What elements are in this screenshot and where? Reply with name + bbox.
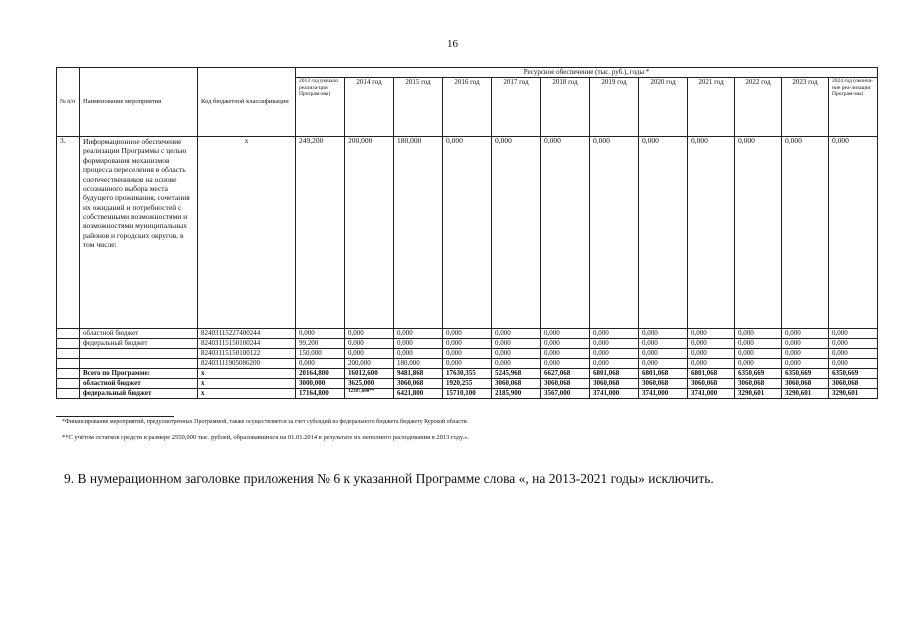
main-value: 0,000 xyxy=(735,137,782,329)
total-value: 3625,000 xyxy=(345,379,394,389)
total-value: 6350,669 xyxy=(735,369,782,379)
year-header: 2022 год xyxy=(735,78,782,137)
sub-value: 0,000 xyxy=(394,339,443,349)
sub-code: 82403115150100122 xyxy=(198,349,296,359)
total-value: 3060,068 xyxy=(829,379,878,389)
sub-value: 0,000 xyxy=(590,339,639,349)
year-header: 2018 год xyxy=(541,78,590,137)
main-num: 3. xyxy=(57,137,80,329)
sub-label xyxy=(80,349,198,359)
total-value: 3060,068 xyxy=(782,379,829,389)
total-label: областной бюджет xyxy=(80,379,198,389)
total-value: 3060,068 xyxy=(394,379,443,389)
sub-value: 0,000 xyxy=(296,359,345,369)
sub-value: 0,000 xyxy=(443,359,492,369)
sub-value: 0,000 xyxy=(492,329,541,339)
main-value: 180,000 xyxy=(394,137,443,329)
total-value: 6421,800 xyxy=(394,389,443,399)
year-header: 2015 год xyxy=(394,78,443,137)
sub-row xyxy=(57,349,878,359)
total-value: 6350,669 xyxy=(782,369,829,379)
sub-value: 0,000 xyxy=(541,339,590,349)
total-num xyxy=(57,389,80,399)
sub-value: 0,000 xyxy=(590,329,639,339)
total-value: 3060,068 xyxy=(541,379,590,389)
header-num: № п/п xyxy=(57,68,80,137)
total-value: 6801,068 xyxy=(688,369,735,379)
sub-code: 82403115227400244 xyxy=(198,329,296,339)
main-value: 0,000 xyxy=(492,137,541,329)
total-value: 3060,068 xyxy=(492,379,541,389)
amendment-paragraph: 9. В нумерационном заголовке приложения № 6 к указанной Программе слова «, на 2013-2021 годы» исключить. xyxy=(64,471,714,486)
total-value: 3060,068 xyxy=(590,379,639,389)
sub-value: 0,000 xyxy=(492,339,541,349)
total-value: 17164,800 xyxy=(296,389,345,399)
sub-value: 0,000 xyxy=(541,349,590,359)
year-header: 2013 год (начало реализа-ции Програм-мы) xyxy=(296,78,345,137)
sub-value: 0,000 xyxy=(492,349,541,359)
sub-value: 0,000 xyxy=(829,339,878,349)
header-row xyxy=(57,68,878,78)
year-header: 2017 год xyxy=(492,78,541,137)
sub-value: 0,000 xyxy=(735,339,782,349)
sub-value: 0,000 xyxy=(443,349,492,359)
main-value: 0,000 xyxy=(590,137,639,329)
total-code: х xyxy=(198,389,296,399)
total-row xyxy=(57,369,878,379)
total-row xyxy=(57,379,878,389)
sub-label xyxy=(80,359,198,369)
budget-table xyxy=(56,67,878,399)
sub-value: 0,000 xyxy=(688,329,735,339)
sub-value: 0,000 xyxy=(639,339,688,349)
sub-label: областной бюджет xyxy=(80,329,198,339)
total-value: 3060,068 xyxy=(639,379,688,389)
total-value: 12387,600** xyxy=(345,389,394,399)
year-header: 2023 год xyxy=(782,78,829,137)
sub-value: 0,000 xyxy=(443,339,492,349)
year-header: 2019 год xyxy=(590,78,639,137)
sub-value: 0,000 xyxy=(541,329,590,339)
sub-code: 82403115150100244 xyxy=(198,339,296,349)
footnote-2: **С учётом остатков средств в размере 2550,000 тыс. рублей, образовавшихся на 01.01.2014 в результате их неполного расходования в 2013 году.». xyxy=(62,434,469,441)
sub-value: 0,000 xyxy=(443,329,492,339)
sub-value: 0,000 xyxy=(296,329,345,339)
sub-value: 180,000 xyxy=(394,359,443,369)
total-num xyxy=(57,369,80,379)
main-value: 0,000 xyxy=(829,137,878,329)
year-header: 2021 год xyxy=(688,78,735,137)
header-name: Наименование мероприятия xyxy=(80,68,198,137)
sub-code: 82403111905086200 xyxy=(198,359,296,369)
total-value: 9481,868 xyxy=(394,369,443,379)
total-value: 1920,255 xyxy=(443,379,492,389)
sub-value: 0,000 xyxy=(735,349,782,359)
sub-value: 200,000 xyxy=(345,359,394,369)
header-resources: Ресурсное обеспечение (тыс. руб.), годы * xyxy=(296,68,878,78)
sub-value: 0,000 xyxy=(735,329,782,339)
total-value: 6801,068 xyxy=(590,369,639,379)
sub-value: 0,000 xyxy=(345,349,394,359)
main-value: 0,000 xyxy=(639,137,688,329)
sub-value: 0,000 xyxy=(735,359,782,369)
sub-value: 0,000 xyxy=(492,359,541,369)
total-value: 3741,000 xyxy=(639,389,688,399)
total-row xyxy=(57,389,878,399)
sub-value: 0,000 xyxy=(688,349,735,359)
total-value: 3741,000 xyxy=(688,389,735,399)
year-header: 2016 год xyxy=(443,78,492,137)
sub-value: 0,000 xyxy=(639,329,688,339)
sub-value: 0,000 xyxy=(782,349,829,359)
total-value: 3290,601 xyxy=(735,389,782,399)
total-label: федеральный бюджет xyxy=(80,389,198,399)
sub-value: 0,000 xyxy=(345,329,394,339)
total-value: 3290,601 xyxy=(829,389,878,399)
main-value: 0,000 xyxy=(541,137,590,329)
total-value: 16012,600 xyxy=(345,369,394,379)
main-value: 200,000 xyxy=(345,137,394,329)
sub-value: 0,000 xyxy=(688,359,735,369)
total-value: 6801,068 xyxy=(639,369,688,379)
sub-value: 0,000 xyxy=(345,339,394,349)
total-value: 3567,000 xyxy=(541,389,590,399)
sub-value: 0,000 xyxy=(639,349,688,359)
header-code: Код бюджетной классификации xyxy=(198,68,296,137)
total-value: 3000,000 xyxy=(296,379,345,389)
total-value: 15710,100 xyxy=(443,389,492,399)
sub-value: 0,000 xyxy=(688,339,735,349)
main-value: 0,000 xyxy=(443,137,492,329)
total-value: 5245,968 xyxy=(492,369,541,379)
total-value: 6350,669 xyxy=(829,369,878,379)
sub-value: 150,000 xyxy=(296,349,345,359)
sub-value: 0,000 xyxy=(782,339,829,349)
page-number: 16 xyxy=(447,38,458,50)
sub-label: федеральный бюджет xyxy=(80,339,198,349)
year-header: 2020 год xyxy=(639,78,688,137)
sub-value: 99,200 xyxy=(296,339,345,349)
main-name: Информационное обеспечение реализации Программы с целью формирования механизмов процесса переселения в область соотечественников на основе осознанного выбора места будущего проживания, сочетания их ожиданий и потребностей с собственными возможностями и возможностями муниципальных районов и городских округов, в том числе: xyxy=(80,137,198,329)
sub-value: 0,000 xyxy=(639,359,688,369)
main-value: 249,200 xyxy=(296,137,345,329)
sub-value: 0,000 xyxy=(782,359,829,369)
footnote-1: *Финансирование мероприятий, предусмотренных Программой, также осуществляется за счет субсидий из федерального бюджета бюджету Курской области. xyxy=(62,419,469,425)
total-value: 3060,068 xyxy=(735,379,782,389)
sub-value: 0,000 xyxy=(394,349,443,359)
sub-num xyxy=(57,329,80,339)
main-value: 0,000 xyxy=(782,137,829,329)
sub-value: 0,000 xyxy=(782,329,829,339)
footnote-separator xyxy=(56,416,174,417)
sub-row xyxy=(57,339,878,349)
total-code: х xyxy=(198,379,296,389)
total-num xyxy=(57,379,80,389)
main-row xyxy=(57,137,878,329)
sub-value: 0,000 xyxy=(829,349,878,359)
sub-row xyxy=(57,359,878,369)
sub-row xyxy=(57,329,878,339)
main-value: 0,000 xyxy=(688,137,735,329)
total-value: 3290,601 xyxy=(782,389,829,399)
total-value: 3741,000 xyxy=(590,389,639,399)
sub-value: 0,000 xyxy=(394,329,443,339)
sub-value: 0,000 xyxy=(590,349,639,359)
main-code: х xyxy=(198,137,296,329)
sub-value: 0,000 xyxy=(829,359,878,369)
total-value: 17630,355 xyxy=(443,369,492,379)
sub-num xyxy=(57,349,80,359)
sub-num xyxy=(57,339,80,349)
sub-value: 0,000 xyxy=(541,359,590,369)
sub-value: 0,000 xyxy=(590,359,639,369)
total-label: Всего по Программе: xyxy=(80,369,198,379)
year-header: 2014 год xyxy=(345,78,394,137)
sub-num xyxy=(57,359,80,369)
total-code: х xyxy=(198,369,296,379)
total-value: 2185,900 xyxy=(492,389,541,399)
total-value: 3060,068 xyxy=(688,379,735,389)
total-value: 20164,800 xyxy=(296,369,345,379)
sub-value: 0,000 xyxy=(829,329,878,339)
total-value: 6627,068 xyxy=(541,369,590,379)
year-header: 2024 год (оконча-ние реа-лизации Програм-мы) xyxy=(829,78,878,137)
